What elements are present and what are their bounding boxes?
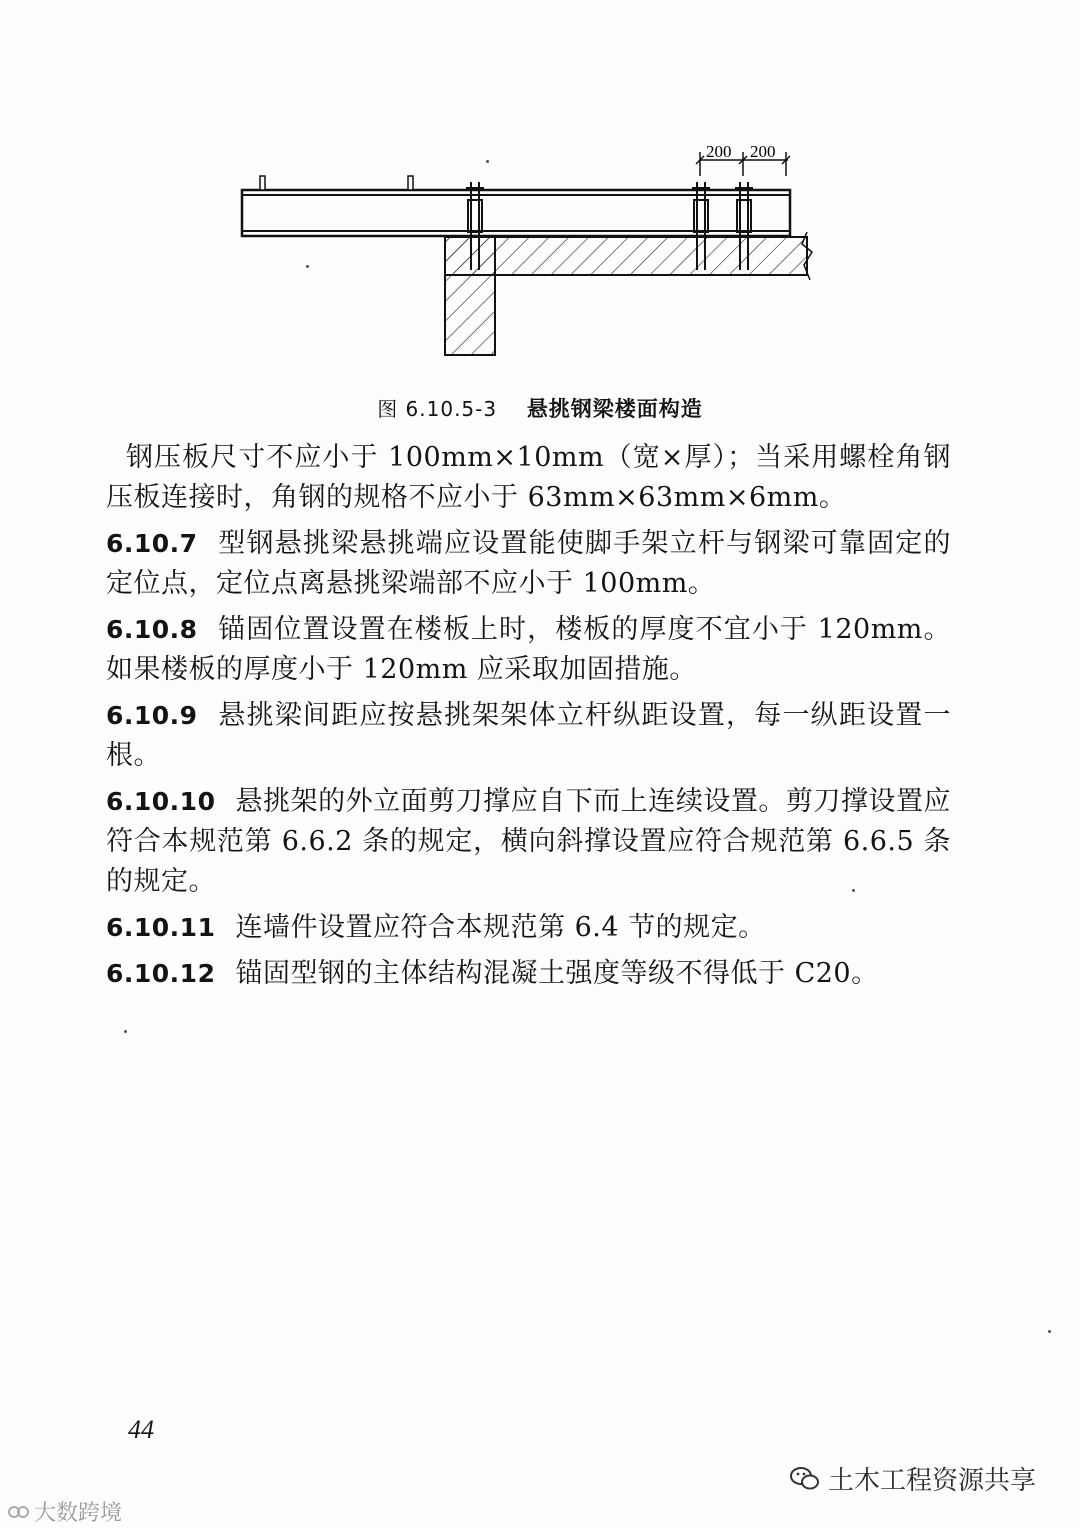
- scan-speck: [1048, 1330, 1051, 1333]
- clause-number: 6.10.9: [106, 701, 198, 730]
- clause-number: 6.10.7: [106, 529, 198, 558]
- paragraph: [106, 908, 951, 948]
- scan-speck: [124, 1030, 127, 1033]
- scan-speck: [306, 265, 309, 268]
- figure-caption: [0, 393, 1080, 423]
- clause-text: 悬挑梁间距应按悬挑架架体立杆纵距设置，每一纵距设置一根。: [106, 700, 951, 771]
- paragraph: [106, 438, 951, 518]
- scan-speck: [486, 160, 489, 163]
- clause-text: 连墙件设置应符合本规范第 6.4 节的规定。: [235, 912, 766, 943]
- clause-text: 型钢悬挑梁悬挑端应设置能使脚手架立杆与钢梁可靠固定的定位点，定位点离悬挑梁端部不应小于 100mm。: [106, 528, 951, 599]
- dimension-label-2: 200: [750, 142, 776, 161]
- paragraph: [106, 696, 951, 776]
- figure-label: 图 6.10.5-3: [377, 397, 498, 421]
- paragraph: [106, 954, 951, 994]
- body-text: [106, 438, 951, 1000]
- watermark-logo-icon: [8, 1503, 30, 1521]
- clause-number: 6.10.12: [106, 959, 216, 988]
- clause-number: 6.10.11: [106, 913, 216, 942]
- figure-title: 悬挑钢梁楼面构造: [526, 397, 703, 421]
- figure-drawing: [230, 140, 830, 370]
- clause-text: 钢压板尺寸不应小于 100mm×10mm（宽×厚）；当采用螺栓角钢压板连接时，角钢的规格不应小于 63mm×63mm×6mm。: [106, 442, 951, 513]
- page-number: 44: [128, 1415, 154, 1444]
- pole-stub: [260, 176, 265, 190]
- watermark-right-text: 土木工程资源共享: [828, 1466, 1037, 1496]
- clause-number: 6.10.8: [106, 615, 198, 644]
- concrete-slab: [445, 237, 807, 275]
- cantilever-beam-drawing: [230, 140, 830, 370]
- clause-number: 6.10.10: [106, 787, 216, 816]
- clause-text: 锚固型钢的主体结构混凝土强度等级不得低于 C20。: [235, 958, 879, 989]
- paragraph: [106, 610, 951, 690]
- paragraph: [106, 782, 951, 902]
- dimension-label-1: 200: [706, 142, 732, 161]
- pole-stub: [408, 176, 413, 190]
- wechat-icon: [790, 1466, 820, 1492]
- watermark-right: [790, 1460, 1036, 1497]
- watermark-left: [8, 1496, 122, 1527]
- watermark-left-text: 大数跨境: [34, 1501, 123, 1526]
- clause-text: 锚固位置设置在楼板上时，楼板的厚度不宜小于 120mm。如果楼板的厚度小于 120mm 应采取加固措施。: [106, 614, 951, 685]
- clause-text: 悬挑架的外立面剪刀撑应自下而上连续设置。剪刀撑设置应符合本规范第 6.6.2 条的规定，横向斜撑设置应符合规范第 6.6.5 条的规定。: [106, 786, 951, 897]
- scan-speck: [852, 889, 855, 892]
- paragraph: [106, 524, 951, 604]
